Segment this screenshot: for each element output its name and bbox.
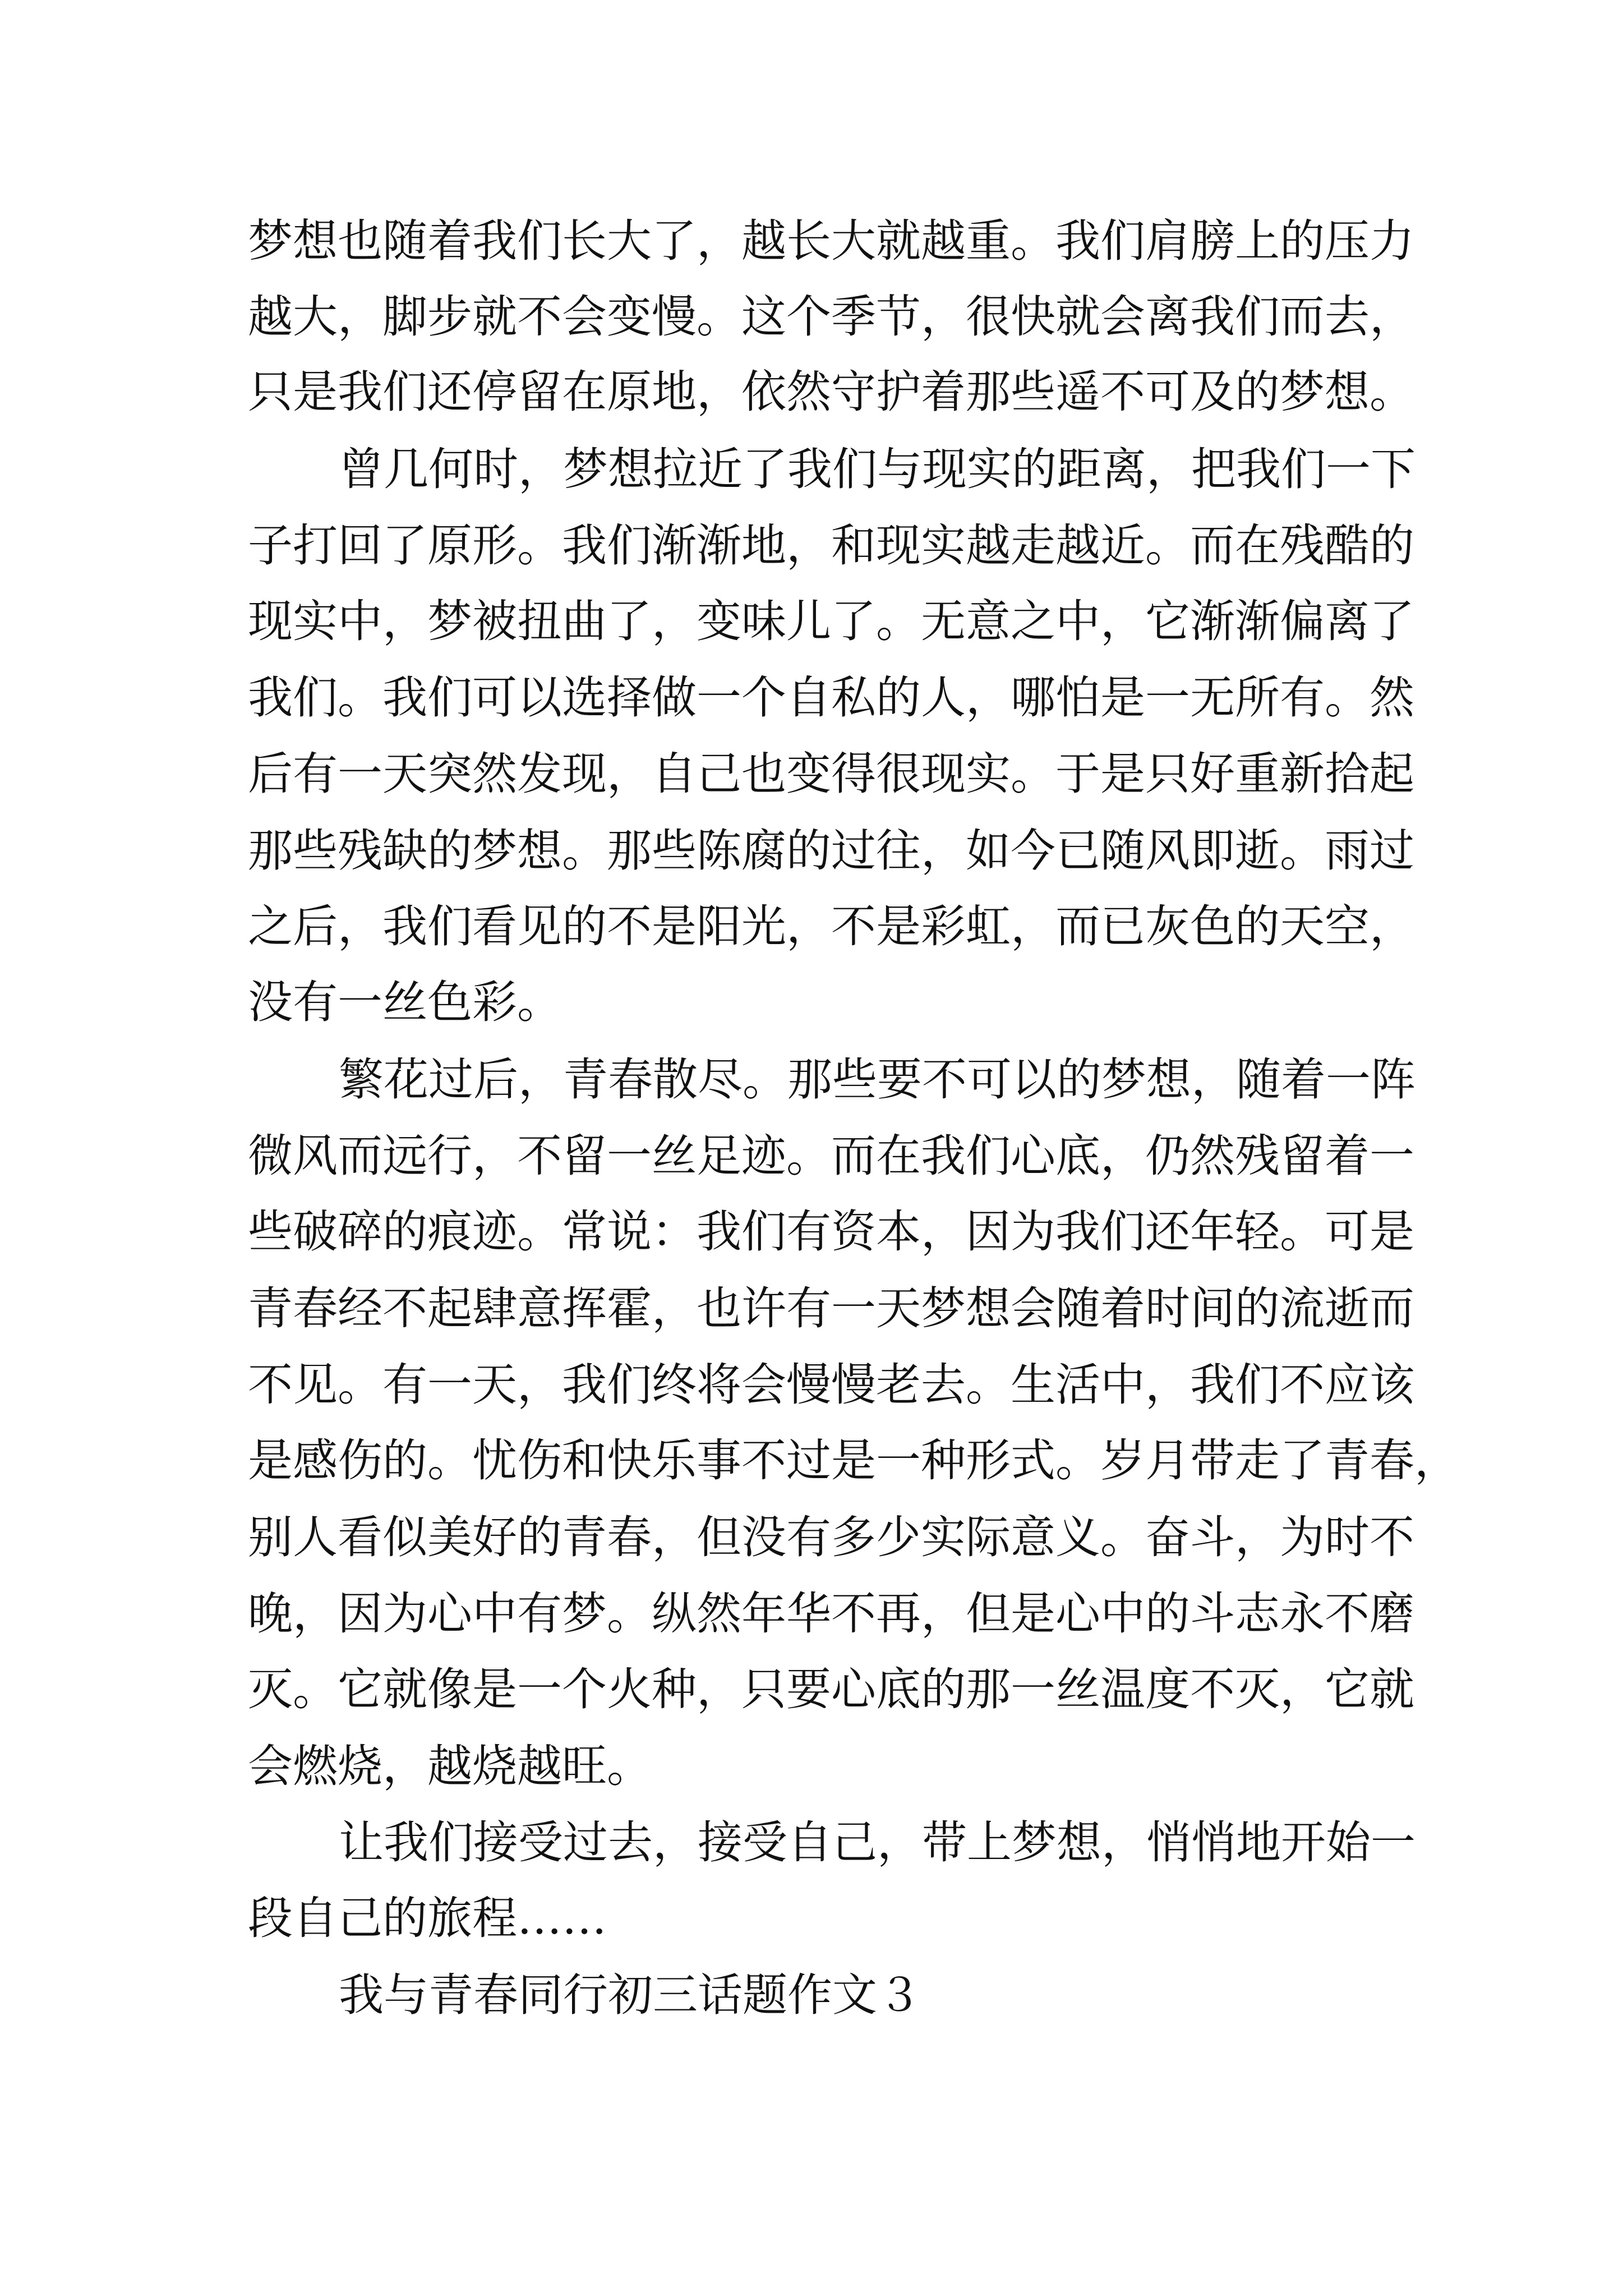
text-line: 晚，因为心中有梦。纵然年华不再，但是心中的斗志永不磨 bbox=[248, 1588, 1414, 1640]
paragraph-first-line: 繁花过后，青春散尽。那些要不可以的梦想，随着一阵 bbox=[339, 1053, 1415, 1106]
section-heading: 我与青春同行初三话题作文３ bbox=[339, 1969, 922, 2021]
text-line: 段自己的旅程…… bbox=[248, 1892, 607, 1944]
text-line: 越大，脚步就不会变慢。这个季节，很快就会离我们而去， bbox=[248, 291, 1414, 343]
text-line: 子打回了原形。我们渐渐地，和现实越走越近。而在残酷的 bbox=[248, 519, 1414, 572]
text-line: 现实中，梦被扭曲了，变味儿了。无意之中，它渐渐偏离了 bbox=[248, 595, 1414, 647]
text-line: 我们。我们可以选择做一个自私的人，哪怕是一无所有。然 bbox=[248, 671, 1414, 724]
text-line: 没有一丝色彩。 bbox=[248, 976, 562, 1028]
text-line: 梦想也随着我们长大了，越长大就越重。我们肩膀上的压力 bbox=[248, 215, 1414, 267]
paragraph-first-line: 曾几何时，梦想拉近了我们与现实的距离，把我们一下 bbox=[339, 443, 1415, 495]
text-line: 那些残缺的梦想。那些陈腐的过往，如今已随风即逝。雨过 bbox=[248, 825, 1414, 877]
text-line: 青春经不起肆意挥霍，也许有一天梦想会随着时间的流逝而 bbox=[248, 1282, 1414, 1335]
text-line: 些破碎的痕迹。常说：我们有资本，因为我们还年轻。可是 bbox=[248, 1205, 1414, 1258]
text-line: 不见。有一天，我们终将会慢慢老去。生活中，我们不应该 bbox=[248, 1359, 1414, 1411]
paragraph-first-line: 让我们接受过去，接受自己，带上梦想，悄悄地开始一 bbox=[339, 1816, 1415, 1869]
text-line: 会燃烧，越烧越旺。 bbox=[248, 1740, 652, 1792]
text-line: 是感伤的。忧伤和快乐事不过是一种形式。岁月带走了青春， bbox=[248, 1434, 1459, 1487]
text-line: 只是我们还停留在原地，依然守护着那些遥不可及的梦想。 bbox=[248, 366, 1414, 418]
text-line: 微风而远行，不留一丝足迹。而在我们心底，仍然残留着一 bbox=[248, 1130, 1414, 1182]
text-line: 灭。它就像是一个火种，只要心底的那一丝温度不灭，它就 bbox=[248, 1663, 1414, 1715]
text-line: 之后，我们看见的不是阳光，不是彩虹，而已灰色的天空， bbox=[248, 900, 1414, 953]
text-line: 别人看似美好的青春，但没有多少实际意义。奋斗，为时不 bbox=[248, 1511, 1414, 1563]
text-line: 后有一天突然发现，自己也变得很现实。于是只好重新拾起 bbox=[248, 748, 1414, 800]
